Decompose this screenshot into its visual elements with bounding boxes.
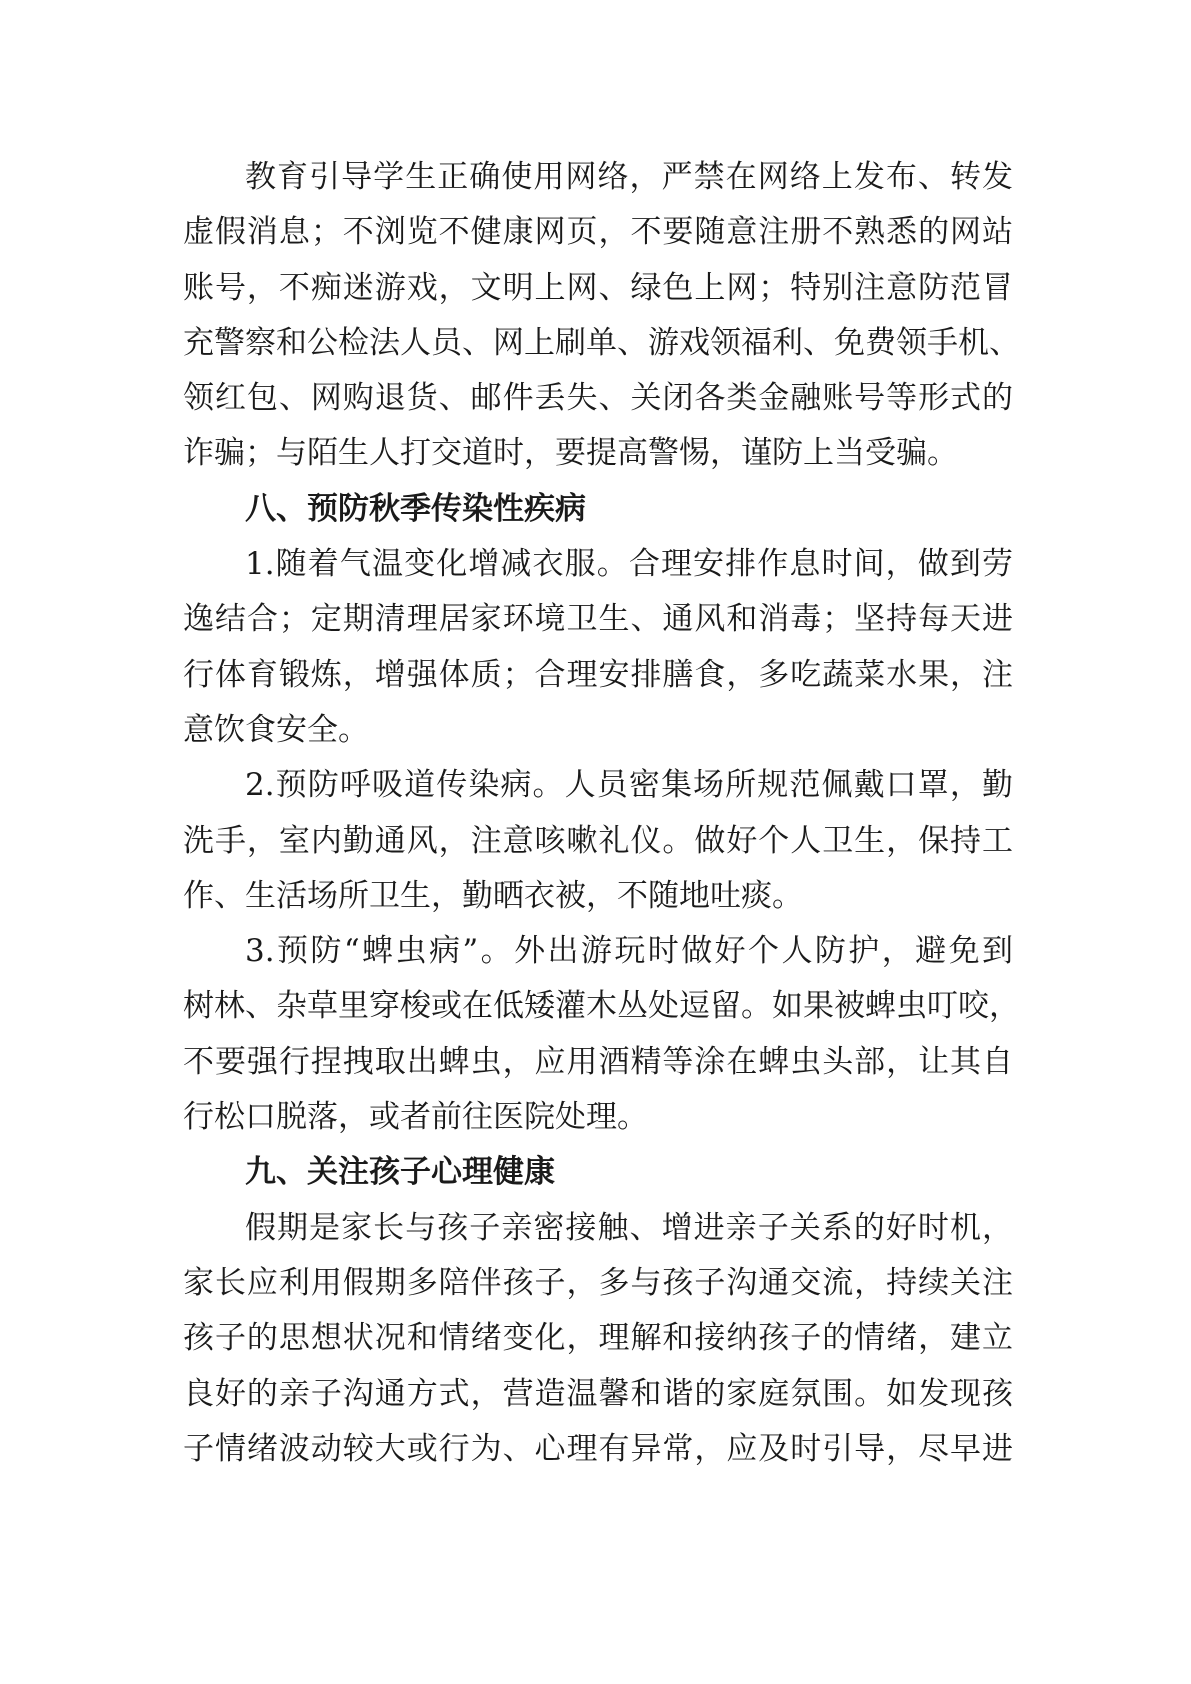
text-line: 教育引导学生正确使用网络，严禁在网络上发布、转发: [245, 159, 1013, 195]
text-line: 洗手，室内勤通风，注意咳嗽礼仪。做好个人卫生，保持工: [183, 822, 1013, 859]
text-line: 诈骗；与陌生人打交道时，要提高警惕，谨防上当受骗。: [183, 435, 958, 472]
paragraph-item-3: [183, 924, 1020, 1145]
text-line: 3.预防“蜱虫病”。外出游玩时做好个人防护，避免到: [245, 933, 1013, 970]
text-line: 良好的亲子沟通方式，营造温馨和谐的家庭氛围。如发现孩: [183, 1375, 1013, 1412]
paragraph-mental-health: [183, 1201, 1013, 1477]
text-line: 1.随着气温变化增减衣服。合理安排作息时间，做到劳: [245, 546, 1013, 583]
text-line: 家长应利用假期多陪伴孩子，多与孩子沟通交流，持续关注: [183, 1264, 1013, 1301]
text-line: 孩子的思想状况和情绪变化，理解和接纳孩子的情绪，建立: [183, 1320, 1013, 1357]
document-body: [183, 150, 1020, 1477]
text-line: 2.预防呼吸道传染病。人员密集场所规范佩戴口罩，勤: [245, 767, 1013, 804]
text-line: 树林、杂草里穿梭或在低矮灌木丛处逗留。如果被蜱虫叮咬，: [183, 988, 1020, 1025]
section-heading-autumn-disease: 八、预防秋季传染性疾病: [245, 490, 586, 527]
text-line: 行松口脱落，或者前往医院处理。: [183, 1099, 648, 1136]
text-line: 不要强行捏拽取出蜱虫，应用酒精等涂在蜱虫头部，让其自: [183, 1043, 1013, 1080]
paragraph-online-safety: [183, 150, 1020, 482]
text-line: 子情绪波动较大或行为、心理有异常，应及时引导，尽早进: [183, 1430, 1013, 1467]
text-line: 账号，不痴迷游戏，文明上网、绿色上网；特别注意防范冒: [183, 269, 1013, 306]
text-line: 意饮食安全。: [183, 711, 369, 748]
text-line: 假期是家长与孩子亲密接触、增进亲子关系的好时机，: [245, 1209, 1013, 1246]
paragraph-item-2: [183, 758, 1013, 924]
text-line: 虚假消息；不浏览不健康网页，不要随意注册不熟悉的网站: [183, 214, 1013, 251]
text-line: 行体育锻炼，增强体质；合理安排膳食，多吃蔬菜水果，注: [183, 656, 1013, 693]
section-heading-mental-health: 九、关注孩子心理健康: [245, 1154, 555, 1191]
text-line: 逸结合；定期清理居家环境卫生、通风和消毒；坚持每天进: [183, 601, 1013, 638]
text-line: 作、生活场所卫生，勤晒衣被，不随地吐痰。: [183, 877, 803, 914]
paragraph-item-1: [183, 537, 1013, 758]
text-line: 充警察和公检法人员、网上刷单、游戏领福利、免费领手机、: [183, 324, 1020, 361]
text-line: 领红包、网购退货、邮件丢失、关闭各类金融账号等形式的: [183, 380, 1013, 417]
